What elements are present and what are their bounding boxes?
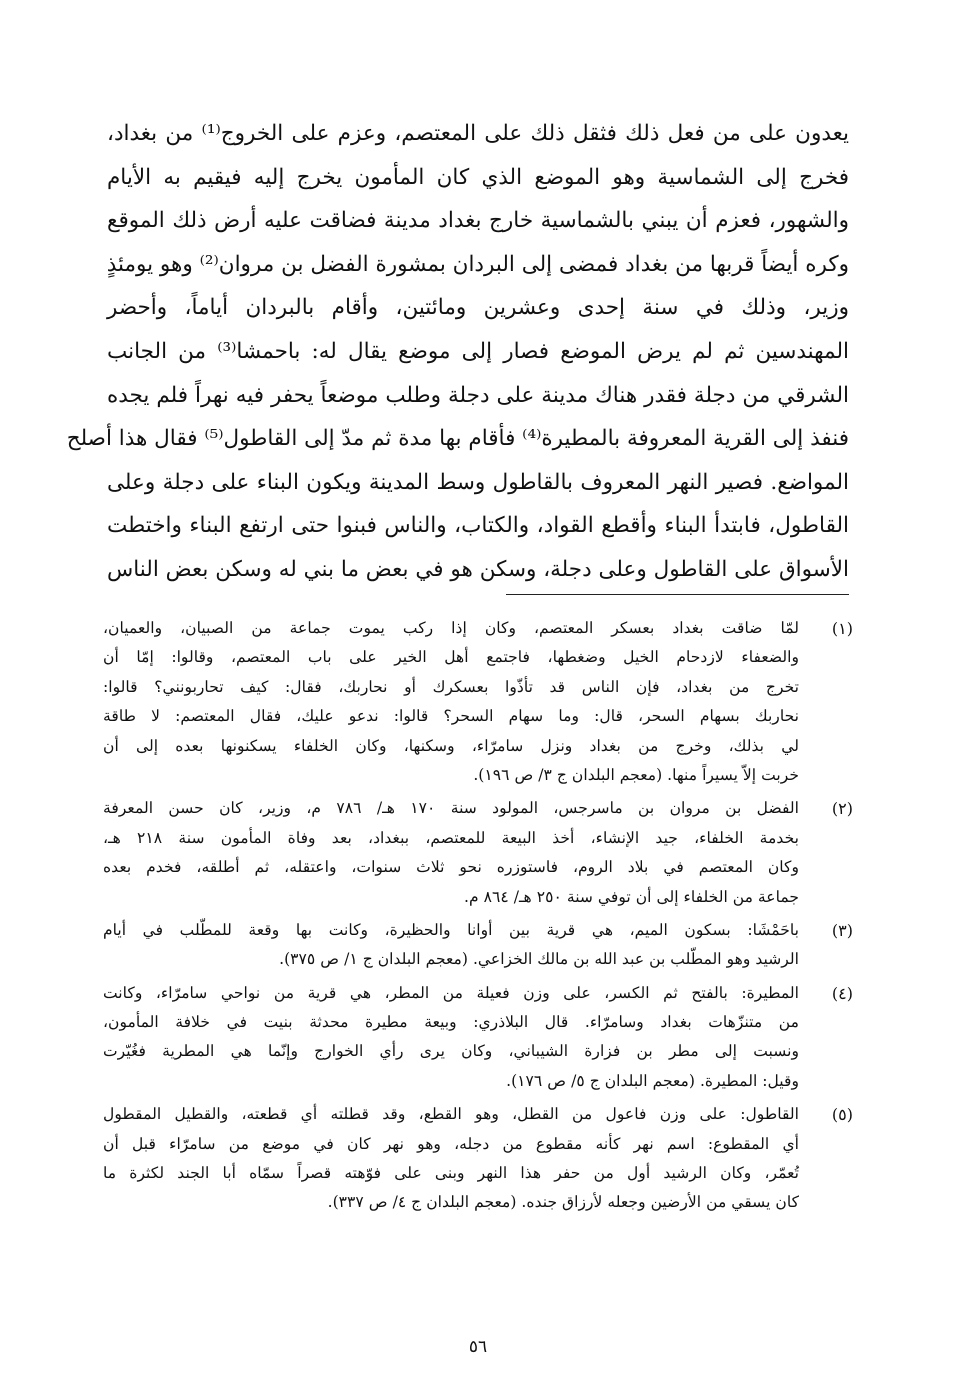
footnote-1 (103, 614, 853, 790)
main-text-line: الأسواق على القاطول وعلى دجلة، وسكن هو في بعض ما بني له وسكن بعض الناس (107, 556, 849, 582)
footnote-line: المطيرة: بالفتح ثم الكسر، على وزن فعيلة من المطر، هي قرية من نواحي سامرّاء، وكانت (103, 983, 799, 1002)
footnote-line: ونسبت إلى مطر بن فزارة الشيباني، وكان يرى رأي الخوارج وإنّما هي المطرية فغُيّرت (103, 1042, 799, 1061)
footnote-line: لي بذلك، وخرج من بغداد ونزل سامرّاء، وسكنها، وكان الخلفاء يسكنونها بعده إلى أن (103, 736, 799, 755)
main-text-line: المهندسين ثم لم يرض الموضع فصار إلى موضع يقال له: باحمشا⁽³⁾ من الجانب (107, 338, 850, 364)
footnote-line: وقيل: المطيرة. (معجم البلدان ج ٥/ ص ١٧٦). (506, 1071, 799, 1090)
main-text-line: القاطول، فابتدأ البناء وأقطع القواد، والكتاب، والناس فبنوا حتى ارتفع البناء واختطت (107, 513, 849, 539)
footnote-4 (103, 979, 853, 1097)
footnote-3 (103, 916, 853, 975)
footnote-body (103, 794, 799, 912)
footnote-line: الرشيد وهو المطّلب بن عبد الله بن مالك الخزاعي. (معجم البلدان ج ١/ ص ٣٧٥). (279, 950, 799, 969)
footnote-line: كان يسقي من الأرضين وجعله لأرزاق جنده. (معجم البلدان ج ٤/ ص ٣٣٧). (327, 1193, 799, 1212)
footnotes (103, 614, 853, 1222)
main-text-line: يعدون على من فعل ذلك فثقل ذلك على المعتصم، وعزم على الخروج⁽¹⁾ من بغداد، (107, 121, 849, 146)
main-text-line: فنفذ إلى القرية المعروفة بالمطيرة⁽⁴⁾ فأقام بها مدة ثم مدّ إلى القاطول⁽⁵⁾ فقال هذا أصلح (66, 426, 849, 452)
footnote-line: خربت إلاّ يسيراً منها. (معجم البلدان ج ٣/ ص ١٩٦). (473, 765, 799, 784)
footnote-number: (١) (831, 619, 853, 638)
footnote-2 (103, 794, 853, 912)
footnote-line: بخدمة الخلفاء، جيد الإنشاء، أخذ البيعة للمعتصم، ببغداد، بعد وفاة المأمون سنة ٢١٨ هـ، (103, 828, 799, 847)
footnote-body (103, 614, 799, 790)
footnote-separator (506, 594, 849, 595)
footnote-line: جماعة من الخلفاء إلى أن توفي سنة ٢٥٠ هـ/ ٨٦٤ م. (464, 887, 799, 906)
footnote-number: (٣) (831, 920, 853, 940)
footnote-number: (٥) (831, 1105, 853, 1125)
footnote-line: من متنزّهات بغداد وسامرّاء. قال البلاذري: وبيعة مطيرة محدثة بنيت في خلافة المأمون، (103, 1013, 799, 1032)
footnote-line: أي المقطوع: اسم نهر كأنه مقطوع من دجله، وهو نهر كان في موضع من سامرّاء قبل أن (103, 1134, 799, 1153)
footnote-line: تُعمّر، وكان الرشيد أول من حفر هذا النهر وبنى على فوّهته قصراً سمّاه أبا الجند لكثرة ما (103, 1164, 799, 1183)
footnote-line: تخرج من بغداد، فإن الناس قد تأذّوا بعسكرك أو نحاربك، فقال: كيف تحاربونني؟ قالوا: (103, 677, 799, 696)
footnote-number: (٤) (831, 983, 853, 1003)
footnote-line: الفضل بن مروان بن ماسرجس، المولود سنة ١٧٠ هـ/ ٧٨٦ م، وزير، كان حسن المعرفة (103, 799, 799, 818)
main-text-line: فخرج إلى الشماسية وهو الموضع الذي كان المأمون يخرج إليه فيقيم به الأيام (107, 164, 849, 190)
main-text-line: والشهور، فعزم أن يبني بالشماسية خارج بغداد مدينة فضاقت عليه أرض ذلك الموقع (107, 208, 849, 234)
footnote-line: والضعفاء لازدحام الخيل وضغطها، فاجتمع أهل الخير على باب المعتصم، وقالوا: إمّا أن (103, 648, 799, 667)
footnote-line: وكان المعتصم في بلاد الروم، فاستوزره نحو ثلاث سنوات، واعتقله، ثم أطلقه، فخدم بعده (103, 858, 799, 877)
footnote-line: باحَمْشَا: بسكون الميم، هي قرية بين أوانا والحظيرة، وكانت بها وقعة للمطّلب في أيام (103, 920, 799, 939)
footnote-body (103, 979, 799, 1097)
footnote-line: لمّا ضاقت بغداد بعسكر المعتصم، وكان إذا ركب يموت جماعة من الصبيان، والعميان، (103, 619, 799, 637)
main-text (66, 112, 850, 592)
main-text-line: المواضع. فصير النهر المعروف بالقاطول وسط المدينة ويكون البناء على دجلة وعلى (107, 469, 849, 495)
main-text-line: وكره أيضاً قربها من بغداد فمضى إلى البردان بمشورة الفضل بن مروان⁽²⁾ وهو يومئذٍ (106, 251, 849, 277)
page-number: ٥٦ (468, 1337, 488, 1357)
main-text-line: الشرقي من دجلة فقدر هناك مدينة على دجلة وطلب موضعاً يحفر فيه نهراً فلم يجده (107, 382, 849, 408)
footnote-line: نحاربك بسهام السحر، قال: وما سهام السحر؟ قالوا: ندعو عليك، فقال المعتصم: لا طاقة (103, 707, 799, 726)
footnote-5 (103, 1100, 853, 1218)
footnote-body (103, 1100, 799, 1218)
footnote-body (103, 916, 799, 975)
footnote-line: القاطول: على وزن فاعول من القطل، وهو القطع، وقد قطلته أي قطعته، والقطيل المقطول (103, 1105, 799, 1124)
footnote-number: (٢) (831, 799, 853, 819)
main-text-line: وزير، وذلك في سنة إحدى وعشرين ومائتين، وأقام بالبردان أياماً، وأحضر (107, 295, 849, 321)
